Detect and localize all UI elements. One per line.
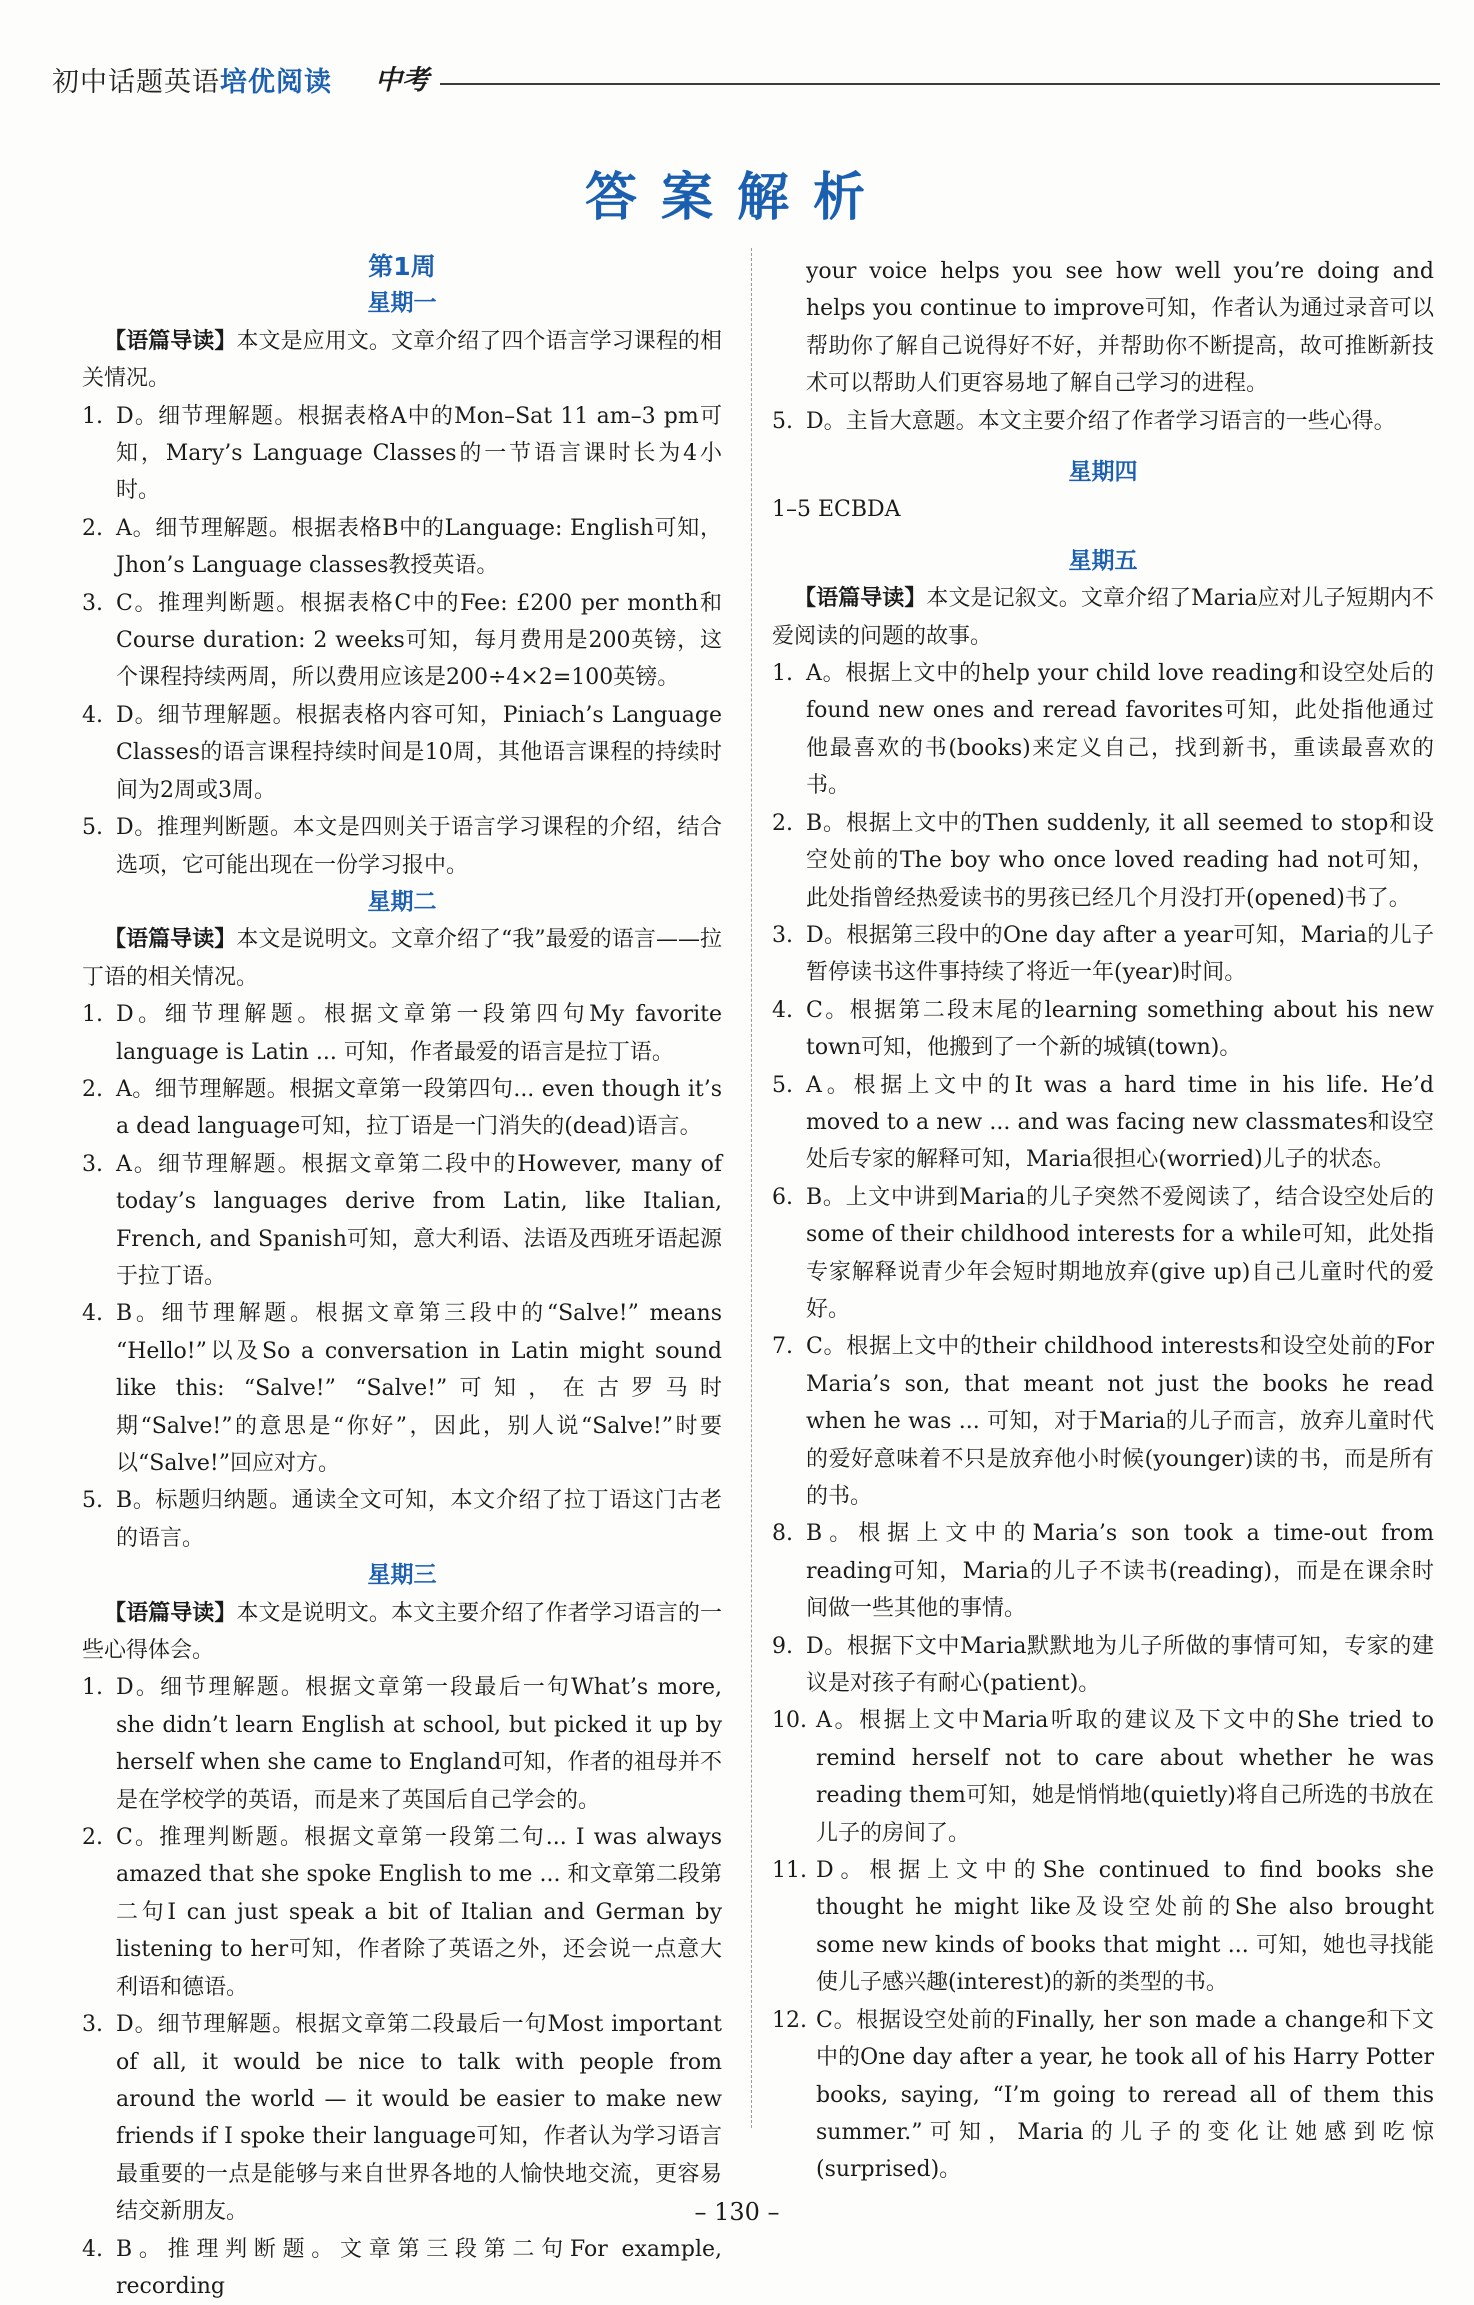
item-text: D。根据上文中的She continued to find books she thought he might like及设空处前的She also brought some new kinds of books that might ... 可知，她也寻找能使儿子感兴趣(interest)的新的类型的书。 [816, 1858, 1434, 1996]
item-number: 7. [772, 1334, 793, 1360]
item-text: C。推理判断题。根据文章第一段第二句... I was always amazed that she spoke English to me ... 和文章第二段第二句I can just speak a bit of Italian and German by listening to her可知，作者除了英语之外，还会说一点意大利语和德语。 [116, 1825, 722, 2000]
series-prefix: 初中话题英语 [52, 67, 220, 98]
reading-guide-text: 本文是说明文。文章介绍了“我”最爱的语言——拉丁语的相关情况。 [82, 927, 722, 990]
item-number: 11. [772, 1858, 807, 1884]
item-number: 3. [82, 2012, 103, 2038]
item-text: D。主旨大意题。本文主要介绍了作者学习语言的一些心得。 [806, 408, 1396, 434]
answer-item [82, 1146, 722, 1296]
answer-item [772, 992, 1434, 1067]
answer-item [82, 2231, 722, 2305]
day-heading-wednesday: 星期三 [367, 1562, 437, 1589]
answer-item [82, 1295, 722, 1482]
item-text: D。细节理解题。根据文章第一段第四句My favorite language is Latin ... 可知，作者最爱的语言是拉丁语。 [116, 1002, 722, 1065]
item-text: D。根据下文中Maria默默地为儿子所做的事情可知，专家的建议是对孩子有耐心(patient)。 [806, 1633, 1434, 1697]
spacer [772, 440, 1434, 454]
reading-guide-monday [82, 323, 722, 398]
answer-item [772, 1067, 1434, 1179]
answer-item [772, 917, 1434, 992]
item-text: A。根据上文中的help your child love reading和设空处后的found new ones and reread favorites可知，此处指他通过他最喜欢的书(books)来定义自己，找到新书，重读最喜欢的书。 [806, 661, 1434, 799]
item-text: D。细节理解题。根据文章第二段最后一句Most important of all, it would be nice to talk with people from around the world — it would be easier to make new friends if I spoke their language可知，作者认为学习语言最重要的一点是能够与来自世界各地的人愉快地交流，更容易结交新朋友。 [116, 2012, 722, 2225]
answer-item [772, 2002, 1434, 2189]
item-number: 4. [82, 2236, 103, 2262]
header-rule [440, 83, 1440, 85]
reading-guide-tuesday [82, 921, 722, 996]
answer-item [82, 398, 722, 510]
answer-item [82, 1071, 722, 1146]
item-text: C。根据设空处前的Finally, her son made a change和下文中的One day after a year, he took all of his Harry Potter books, saying, “I’m going to reread all of them this summer.”可知，Maria的儿子的变化让她感到吃惊(surprised)。 [816, 2007, 1434, 2183]
item-number: 1. [82, 403, 103, 429]
item-number: 8. [772, 1521, 793, 1547]
item-number: 3. [82, 590, 103, 616]
item-text: B。上文中讲到Maria的儿子突然不爱阅读了，结合设空处后的some of their childhood interests for a while可知，此处指专家解释说青少年会短时期地放弃(give up)自己儿童时代的爱好。 [806, 1184, 1434, 1322]
day-heading-friday: 星期五 [1068, 547, 1138, 574]
answer-item [82, 2006, 722, 2230]
item-number: 1. [82, 1675, 103, 1701]
item-number: 12. [772, 2007, 807, 2033]
right-column [772, 253, 1434, 2189]
item-text: D。细节理解题。根据表格A中的Mon–Sat 11 am–3 pm可知，Mary’s Language Classes的一节语言课时长为4小时。 [116, 403, 722, 504]
left-column [82, 248, 722, 2305]
answer-item-continuation: your voice helps you see how well you’re doing and helps you continue to improve可知，作者认为通过录音可以帮助你了解自己说得好不好，并帮助你不断提高，故可推断新技术可以帮助人们更容易地了解自己学习的进程。 [806, 259, 1434, 397]
item-text: A。根据上文中Maria听取的建议及下文中的She tried to remind herself not to care about whether he was reading them可知，她是悄悄地(quietly)将自己所选的书放在儿子的房间了。 [816, 1708, 1434, 1846]
item-text: B。标题归纳题。通读全文可知，本文介绍了拉丁语这门古老的语言。 [116, 1488, 722, 1551]
item-number: 5. [772, 1072, 793, 1098]
item-text: A。细节理解题。根据表格B中的Language: English可知，Jhon’s Language classes教授英语。 [116, 515, 722, 579]
item-number: 4. [82, 702, 103, 728]
reading-guide-tag: 【语篇导读】 [104, 327, 237, 354]
answer-item [82, 996, 722, 1071]
answer-item [82, 1669, 722, 1819]
book-series-title [52, 60, 332, 99]
item-text: B。根据上文中的Then suddenly, it all seemed to stop和设空处前的The boy who once loved reading had not可知，此处指曾经热爱读书的男孩已经几个月没打开(opened)书了。 [806, 810, 1434, 911]
answer-item [772, 1628, 1434, 1703]
item-text: D。细节理解题。根据表格内容可知，Piniach’s Language Classes的语言课程持续时间是10周，其他语言课程的持续时间为2周或3周。 [116, 702, 722, 803]
item-text: B。细节理解题。根据文章第三段中的“Salve!” means “Hello!”以及So a conversation in Latin might sound like this: “Salve!” “Salve!”可知，在古罗马时期“Salve!”的意思是“你好”，因此，别人说“Salve!”时要以“Salve!”回应对方。 [116, 1301, 722, 1476]
item-number: 5. [82, 1488, 103, 1514]
item-number: 1. [772, 661, 793, 687]
item-text: D。细节理解题。根据文章第一段最后一句What’s more, she didn’t learn English at school, but picked it up by herself when she came to England可知，作者的祖母并不是在学校学的英语，而是来了英国后自己学会的。 [116, 1675, 722, 1813]
reading-guide-text: 本文是应用文。文章介绍了四个语言学习课程的相关情况。 [82, 328, 722, 392]
answer-item [82, 697, 722, 809]
item-number: 1. [82, 1002, 103, 1028]
answer-item [82, 809, 722, 884]
item-text: D。推理判断题。本文是四则关于语言学习课程的介绍，结合选项，它可能出现在一份学习报中。 [116, 815, 722, 878]
item-number: 10. [772, 1708, 807, 1734]
item-text: A。细节理解题。根据文章第二段中的However, many of today’s languages derive from Latin, like Italian, French, and Spanish可知，意大利语、法语及西班牙语起源于拉丁语。 [116, 1151, 722, 1289]
week-heading: 第1周 [368, 252, 436, 281]
item-text: A。根据上文中的It was a hard time in his life. He’d moved to a new ... and was facing new classmates和设空处后专家的解释可知，Maria很担心(worried)儿子的状态。 [806, 1072, 1434, 1173]
item-number: 2. [82, 1076, 103, 1102]
item-text: A。细节理解题。根据文章第一段第四句... even though it’s a dead language可知，拉丁语是一门消失的(dead)语言。 [116, 1076, 722, 1140]
series-brand: 培优阅读 [220, 67, 332, 98]
reading-guide-tag: 【语篇导读】 [794, 585, 927, 612]
answer-key-thursday: 1–5 ECBDA [772, 497, 901, 523]
item-number: 3. [82, 1151, 103, 1177]
answer-item [772, 805, 1434, 917]
day-heading-thursday: 星期四 [1068, 459, 1138, 486]
item-number: 2. [82, 515, 103, 541]
reading-guide-wednesday [82, 1595, 722, 1670]
answer-item [772, 1852, 1434, 2002]
reading-guide-tag: 【语篇导读】 [104, 1599, 237, 1626]
answer-item [82, 1482, 722, 1557]
reading-guide-friday [772, 580, 1434, 655]
item-number: 2. [82, 1825, 103, 1851]
item-number: 2. [772, 810, 793, 836]
item-number: 9. [772, 1633, 793, 1659]
item-number: 4. [82, 1301, 103, 1327]
item-number: 4. [772, 997, 793, 1023]
page-title: 答案解析 [584, 168, 889, 228]
answer-item [82, 1819, 722, 2006]
reading-guide-text: 本文是记叙文。文章介绍了Maria应对儿子短期内不爱阅读的问题的故事。 [772, 586, 1434, 649]
page-number: – 130 – [694, 2198, 780, 2226]
answer-item [772, 655, 1434, 805]
spacer [772, 529, 1434, 543]
item-number: 5. [82, 815, 103, 841]
day-heading-monday: 星期一 [367, 290, 437, 317]
item-text: B。推理判断题。文章第三段第二句For example, recording [116, 2236, 722, 2299]
item-text: C。根据上文中的their childhood interests和设空处前的For Maria’s son, that meant not just the books he read when he was ... 可知，对于Maria的儿子而言，放弃儿童时代的爱好意味着不只是放弃他小时候(younger)读的书，而是所有的书。 [806, 1334, 1434, 1509]
answer-item [772, 1515, 1434, 1627]
exam-level-label: 中考 [375, 65, 429, 96]
column-divider [751, 248, 752, 2128]
item-text: D。根据第三段中的One day after a year可知，Maria的儿子暂停读书这件事持续了将近一年(year)时间。 [806, 922, 1434, 986]
reading-guide-text: 本文是说明文。本文主要介绍了作者学习语言的一些心得体会。 [82, 1600, 722, 1664]
day-heading-tuesday: 星期二 [367, 888, 437, 915]
answer-item [772, 1179, 1434, 1329]
item-number: 5. [772, 408, 793, 434]
item-text: C。推理判断题。根据表格C中的Fee: £200 per month和Course duration: 2 weeks可知，每月费用是200英镑，这个课程持续两周，所以费用应该是200÷4×2=100英镑。 [116, 590, 722, 691]
answer-item [772, 1328, 1434, 1515]
answer-item [772, 403, 1434, 440]
item-number: 6. [772, 1184, 793, 1210]
reading-guide-tag: 【语篇导读】 [104, 926, 237, 953]
running-header [40, 52, 1440, 102]
answer-item [772, 1702, 1434, 1852]
item-text: C。根据第二段末尾的learning something about his new town可知，他搬到了一个新的城镇(town)。 [806, 997, 1434, 1061]
answer-item [82, 585, 722, 697]
answer-item [82, 510, 722, 585]
item-number: 3. [772, 922, 793, 948]
item-text: B。根据上文中的Maria’s son took a time-out from reading可知，Maria的儿子不读书(reading)，而是在课余时间做一些其他的事情。 [806, 1521, 1434, 1622]
